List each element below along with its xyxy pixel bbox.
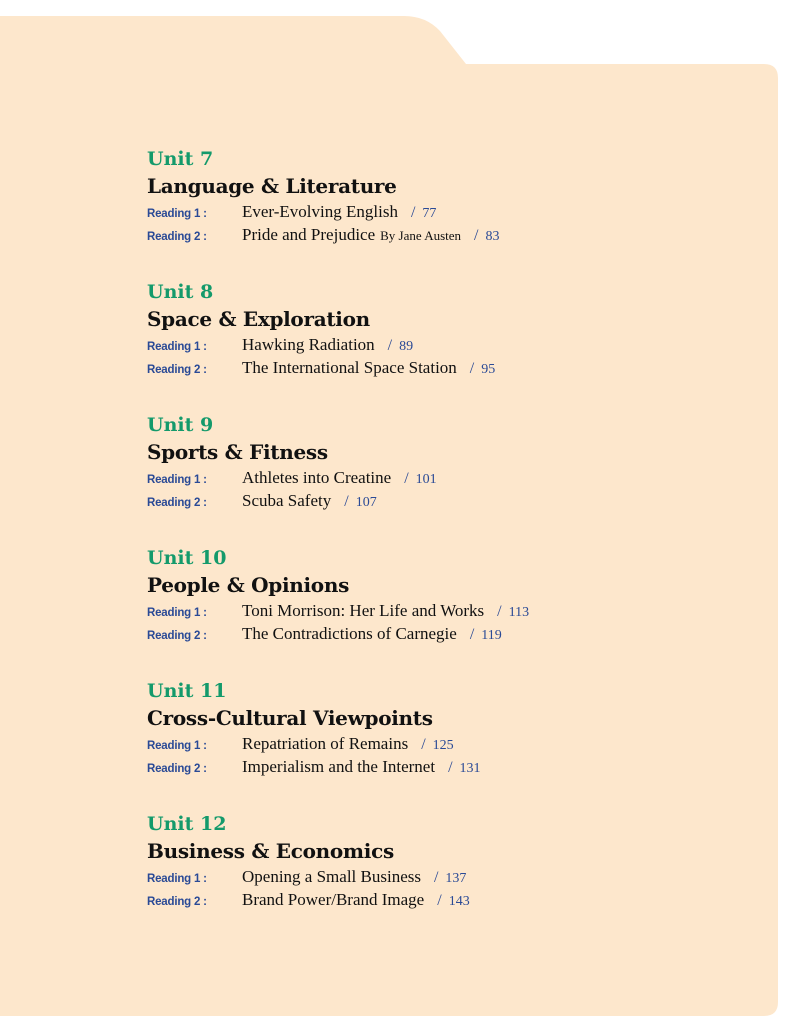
reading-entry[interactable]: [147, 888, 747, 911]
page-number: 131: [459, 761, 481, 776]
page-number: 107: [355, 495, 377, 510]
unit-section: [147, 279, 747, 412]
page-separator: /: [421, 736, 426, 753]
reading-tag: Reading 2 :: [147, 497, 207, 509]
page-number: 113: [508, 605, 530, 620]
reading-entry[interactable]: [147, 223, 747, 246]
page-separator: /: [474, 227, 479, 244]
reading-entry[interactable]: [147, 489, 747, 512]
unit-label: Unit 11: [147, 680, 227, 702]
reading-title: Brand Power/Brand Image: [242, 890, 425, 909]
page-number: 89: [399, 339, 414, 354]
reading-entry[interactable]: [147, 732, 747, 755]
reading-tag: Reading 2 :: [147, 231, 207, 243]
unit-title: Cross-Cultural Viewpoints: [147, 706, 433, 730]
page-number: 125: [432, 738, 454, 753]
reading-entry[interactable]: [147, 622, 747, 645]
unit-label: Unit 7: [147, 148, 214, 170]
unit-section: [147, 678, 747, 811]
page-number: 119: [481, 628, 502, 643]
reading-title: The Contradictions of Carnegie: [242, 624, 457, 643]
unit-title: Sports & Fitness: [147, 440, 328, 464]
page-separator: /: [387, 337, 393, 354]
page-number: 95: [481, 362, 496, 377]
page-separator: /: [437, 892, 442, 909]
reading-entry[interactable]: [147, 466, 747, 489]
reading-tag: Reading 1 :: [147, 740, 207, 752]
reading-tag: Reading 1 :: [147, 474, 207, 486]
page-number: 77: [422, 206, 437, 221]
reading-entry[interactable]: [147, 333, 747, 356]
unit-title: Space & Exploration: [147, 307, 370, 331]
reading-title: Hawking Radiation: [242, 335, 375, 354]
reading-tag: Reading 2 :: [147, 896, 207, 908]
page-separator: /: [404, 470, 409, 487]
unit-label: Unit 9: [147, 414, 214, 436]
table-of-contents: [147, 146, 747, 944]
page-separator: /: [497, 603, 502, 620]
reading-entry[interactable]: [147, 599, 747, 622]
reading-title: Repatriation of Remains: [242, 734, 409, 753]
reading-title: The International Space Station: [242, 358, 457, 377]
unit-label: Unit 8: [147, 281, 214, 303]
reading-tag: Reading 1 :: [147, 208, 207, 220]
page-number: 101: [415, 472, 437, 487]
page-number: 83: [485, 229, 500, 244]
unit-title: Language & Literature: [147, 174, 397, 198]
reading-title: Toni Morrison: Her Life and Works: [242, 601, 485, 620]
unit-section: [147, 811, 747, 944]
page-number: 143: [448, 894, 470, 909]
unit-title: Business & Economics: [147, 839, 394, 863]
reading-tag: Reading 1 :: [147, 341, 207, 353]
reading-title: Athletes into Creatine: [242, 468, 392, 487]
reading-tag: Reading 2 :: [147, 364, 207, 376]
reading-tag: Reading 2 :: [147, 763, 207, 775]
unit-title: People & Opinions: [147, 573, 350, 597]
reading-tag: Reading 2 :: [147, 630, 207, 642]
page-separator: /: [469, 626, 475, 643]
reading-title: Pride and Prejudice: [242, 225, 376, 244]
page-separator: /: [344, 493, 349, 510]
unit-label: Unit 10: [147, 547, 227, 569]
page-separator: /: [433, 869, 439, 886]
reading-author: By Jane Austen: [380, 228, 462, 243]
reading-entry[interactable]: [147, 356, 747, 379]
reading-title: Opening a Small Business: [242, 867, 421, 886]
reading-entry[interactable]: [147, 200, 747, 223]
unit-section: [147, 412, 747, 545]
reading-entry[interactable]: [147, 865, 747, 888]
page-separator: /: [410, 204, 416, 221]
page-number: 137: [445, 871, 467, 886]
page-separator: /: [448, 759, 453, 776]
unit-label: Unit 12: [147, 813, 227, 835]
page-separator: /: [469, 360, 475, 377]
reading-tag: Reading 1 :: [147, 607, 207, 619]
reading-entry[interactable]: [147, 755, 747, 778]
unit-section: [147, 146, 747, 279]
unit-section: [147, 545, 747, 678]
reading-title: Scuba Safety: [242, 491, 332, 510]
reading-title: Ever-Evolving English: [242, 202, 398, 221]
reading-tag: Reading 1 :: [147, 873, 207, 885]
reading-title: Imperialism and the Internet: [242, 757, 436, 776]
